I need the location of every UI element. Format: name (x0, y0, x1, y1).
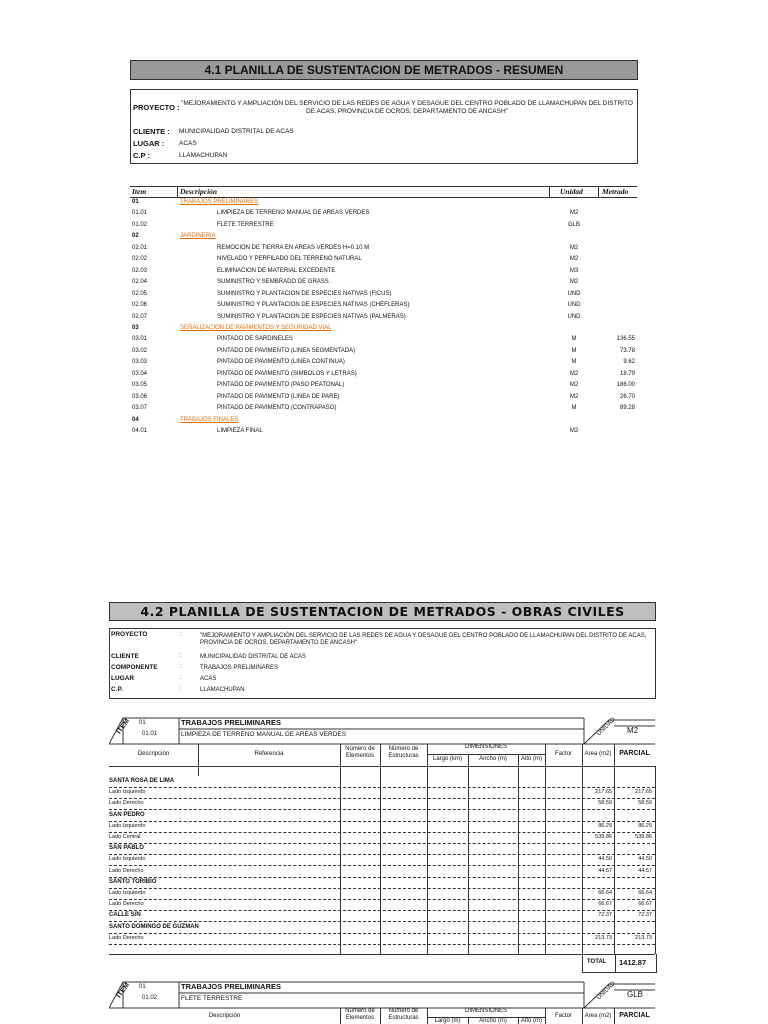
location-row (109, 776, 655, 788)
resumen-group-row (130, 231, 637, 242)
row-metrado: 89.28 (619, 405, 635, 412)
cp-label-2: C.P. (111, 686, 123, 693)
row-description: SUMINISTRO Y PLANTACION DE ESPECIES NATIVAS (PALMERAS) (217, 313, 406, 320)
parcial-value: 539.86 (635, 834, 652, 840)
metrado-block-01-01 (109, 716, 655, 972)
row-item: 01.02 (132, 221, 148, 228)
parcial-value: 44.50 (638, 856, 652, 863)
proyecto-label-2: PROYECTO (111, 631, 148, 638)
row-unit: UND (567, 313, 581, 320)
row-unit: M2 (569, 370, 579, 377)
location-row (109, 877, 655, 889)
row-description: JARDINERIA (180, 233, 216, 240)
area-value: 44.57 (598, 867, 612, 874)
row-metrado: 136.55 (616, 336, 635, 343)
col2-largo: Largo (m) (434, 1018, 461, 1024)
header-metrado: Metrado (602, 187, 629, 196)
location-name: SAN PABLO (109, 845, 144, 852)
row-item: 02.02 (132, 256, 148, 263)
row-description: SEÑALIZACION DE PAVIMENTOS Y SEGURIDAD VIAL (180, 324, 332, 331)
obras-info-box: PROYECTO : "MEJORAMIENTO Y AMPLIACIÓN DEL SERVICIO DE LAS REDES DE AGUA Y DESAGUE DEL CENTRO POBLADO DE LLAMACHUPAN DEL DISTRITO DE ACAS, PROVINCIA DE OCROS, DEPARTAMENTO DE ANCASH" CLIENTE : MUNICIPALIDAD DISTRITAL DE ACAS COMPONENTE : TRABAJOS PRELIMINARES LUGAR : ACAS C.P. : LLAMACHUPAN (109, 628, 656, 699)
row-unit: M2 (569, 244, 579, 251)
code-item-2: 01.02 (142, 995, 158, 1001)
parcial-value: 213.73 (635, 934, 652, 941)
parcial-value: 86.29 (638, 822, 652, 829)
side-description: Lado Derecho (109, 867, 144, 874)
side-description: Lado Derecho (109, 800, 144, 807)
parcial-value: 44.57 (638, 867, 652, 874)
partida-name: LIMPIEZA DE TERRENO MANUAL DE AREAS VERDES (181, 731, 347, 738)
resumen-item-row (130, 346, 637, 357)
area-value: 66.64 (598, 890, 612, 896)
cliente-label: CLIENTE : (133, 127, 170, 136)
row-metrado: 186.00 (616, 382, 635, 389)
row-metrado: 73.78 (619, 347, 635, 354)
row-unit: GLB (567, 221, 580, 228)
row-item: 03.04 (132, 370, 148, 377)
col-alto: Alto (m) (521, 756, 542, 762)
side-description: Lado Central (109, 834, 141, 840)
measurement-row (109, 832, 655, 844)
resumen-item-row (130, 426, 637, 437)
lugar-label: LUGAR : (133, 139, 165, 148)
project-info-box (130, 89, 638, 164)
section-title-obras-civiles: 4.2 PLANILLA DE SUSTENTACION DE METRADOS - OBRAS CIVILES (109, 602, 656, 621)
row-unit: M2 (569, 382, 579, 389)
code-item: 01.01 (142, 731, 158, 737)
col2-descripcion: Descripción (208, 1013, 241, 1019)
resumen-item-row (130, 312, 637, 323)
cliente-value: MUNICIPALIDAD DISTRITAL DE ACAS (179, 128, 294, 135)
resumen-item-row (130, 380, 637, 391)
partida-name-2: FLETE TERRESTRE (181, 995, 243, 1002)
row-item: 03.07 (132, 405, 148, 412)
row-description: PINTADO DE PAVIMENTO (PASO PEATONAL) (217, 382, 345, 389)
area-value: 44.50 (598, 856, 612, 863)
row-metrado: 26.70 (619, 393, 635, 400)
row-item: 03.06 (132, 393, 148, 400)
row-item: 03.02 (132, 347, 148, 354)
row-unit: M3 (569, 267, 579, 274)
resumen-item-row (130, 243, 637, 254)
measurement-row (109, 787, 655, 799)
resumen-group-row (130, 415, 637, 426)
cliente-label-2: CLIENTE (111, 653, 139, 660)
col-factor: Factor (554, 751, 572, 757)
resumen-item-row (130, 289, 637, 300)
col-num-estructuras: Número de Estructuras (388, 746, 419, 759)
row-item: 02.06 (132, 302, 148, 309)
total-box (582, 954, 657, 973)
col2-area: Area (m2) (584, 1013, 612, 1019)
row-description: TRABAJOS PRELIMINARES (180, 199, 259, 205)
col2-factor: Factor (554, 1013, 572, 1019)
group-name-2: TRABAJOS PRELIMINARES (181, 982, 282, 991)
measurement-row (109, 888, 655, 900)
block-body (109, 766, 655, 955)
side-description: Lado Izquierdo (109, 856, 146, 863)
row-description: SUMINISTRO Y SEMBRADO DE GRASS (217, 279, 329, 286)
row-description: REMOCION DE TIERRA EN AREAS VERDES H=0.10 M (217, 244, 370, 251)
parcial-value: 58.59 (638, 800, 652, 807)
resumen-item-row (130, 357, 637, 368)
cp-value-2: LLAMACHUPAN (200, 687, 245, 693)
row-unit: M (571, 359, 577, 366)
measurement-row (109, 854, 655, 866)
row-item: 04 (132, 416, 139, 423)
measurement-row (109, 821, 655, 833)
side-description: Lado Derecho (109, 901, 144, 908)
area-value: 66.67 (598, 901, 612, 908)
row-description: PINTADO DE PAVIMENTO (LINEA SEGMENTADA) (217, 347, 356, 354)
code-group-2: 01 (139, 984, 146, 990)
row-item: 02.07 (132, 313, 148, 320)
code-group: 01 (139, 720, 146, 726)
col2-parcial: PARCIAL (619, 1012, 650, 1019)
resumen-group-row (130, 197, 637, 208)
row-metrado: 9.62 (623, 359, 635, 366)
resumen-item-row (130, 334, 637, 345)
col-largo: Largo (km) (432, 756, 462, 762)
row-unit: M2 (569, 256, 579, 263)
area-value: 217.65 (595, 789, 612, 796)
side-description: Lado Derecho (109, 934, 144, 941)
item-tag-2: ITEM (115, 981, 132, 1000)
measurement-row (109, 933, 655, 945)
row-item: 02.03 (132, 267, 148, 274)
metrado-block-01-02 (109, 980, 655, 1024)
unidad-tag-2: UNIDAD (596, 980, 617, 1002)
proyecto-value-2: "MEJORAMIENTO Y AMPLIACIÓN DEL SERVICIO DE LAS REDES DE AGUA Y DESAGUE DEL CENTRO POBLADO DE LLAMACHUPAN DEL DISTRITO DE ACAS, PROVINCIA DE OCROS, DEPARTAMENTO DE ANCASH" (200, 633, 647, 646)
row-unit: M (571, 347, 577, 354)
location-row (109, 922, 655, 934)
column-header (109, 744, 655, 767)
lugar-label-2: LUGAR (111, 675, 135, 682)
row-description: TRABAJOS FINALES (180, 416, 239, 423)
header-item: Item (132, 187, 147, 196)
side-description: Lado Izquierdo (109, 822, 146, 829)
area-value: 86.29 (598, 822, 612, 829)
resumen-item-row (130, 392, 637, 403)
col2-ancho: Ancho (m) (479, 1018, 507, 1024)
location-row (109, 910, 655, 922)
row-item: 03.01 (132, 336, 148, 343)
col-descripcion: Descripción (137, 751, 170, 757)
area-value: 539.86 (595, 834, 612, 840)
cliente-value-2: MUNICIPALIDAD DISTRITAL DE ACAS (200, 654, 306, 660)
column-header-2 (109, 1008, 655, 1024)
row-description: PINTADO DE PAVIMENTO (SIMBOLOS Y LETRAS) (217, 370, 357, 377)
row-unit: M (571, 405, 577, 412)
row-unit: UND (567, 302, 581, 309)
location-row (109, 810, 655, 822)
row-item: 01.01 (132, 210, 148, 217)
resumen-item-row (130, 369, 637, 380)
area-value: 72.37 (598, 912, 612, 919)
componente-label: COMPONENTE (111, 664, 158, 671)
col-num-elementos: Número de Elementos (345, 746, 375, 759)
header-unidad: Unidad (560, 187, 583, 196)
resumen-group-row (130, 323, 637, 334)
row-description: SUMINISTRO Y PLANTACION DE ESPECIES NATIVAS (CHEFLERAS) (217, 302, 410, 309)
cp-label: C.P : (133, 151, 150, 160)
side-description: Lado Izquierdo (109, 890, 146, 896)
resumen-item-row (130, 208, 637, 219)
section-title-resumen: 4.1 PLANILLA DE SUSTENTACION DE METRADOS - RESUMEN (130, 60, 638, 80)
location-row (109, 843, 655, 855)
row-item: 02.05 (132, 290, 148, 297)
row-description: LIMPIEZA DE TERRENO MANUAL DE AREAS VERDES (217, 210, 370, 217)
row-unit: M2 (569, 279, 579, 286)
col-area: Area (m2) (584, 751, 612, 757)
row-item: 02 (132, 233, 139, 240)
row-item: 02.01 (132, 244, 148, 251)
resumen-item-row (130, 254, 637, 265)
lugar-value-2: ACAS (200, 676, 217, 682)
area-value: 58.59 (598, 800, 612, 807)
item-tag: ITEM (115, 717, 132, 736)
resumen-item-row (130, 220, 637, 231)
total-label: TOTAL (587, 959, 607, 965)
unit-value-2: GLB (627, 990, 644, 999)
row-description: NIVELADO Y PERFILADO DEL TERRENO NATURAL (217, 256, 362, 263)
col2-dimensiones: DIMENSIONES (464, 1008, 507, 1014)
resumen-item-row (130, 300, 637, 311)
row-item: 04.01 (132, 428, 148, 434)
measurement-row (109, 899, 655, 911)
parcial-value: 66.67 (638, 901, 652, 908)
col2-num-estructuras: Número de Estructuras (388, 1008, 419, 1021)
row-unit: M2 (569, 210, 579, 217)
lugar-value: ACAS (179, 140, 197, 147)
location-name: SANTO TORIBIO (109, 878, 157, 885)
location-name: SANTA ROSA DE LIMA (109, 778, 175, 784)
location-name: SAN PEDRO (109, 811, 145, 818)
row-unit: M (571, 336, 577, 343)
resumen-item-row (130, 277, 637, 288)
row-description: PINTADO DE PAVIMENTO (LINEA CONTINUA) (217, 359, 345, 366)
row-description: ELIMINACION DE MATERIAL EXCEDENTE (217, 267, 336, 274)
col-dimensiones: DIMENSIONES (464, 744, 507, 750)
row-item: 01 (132, 199, 139, 205)
parcial-value: 66.64 (638, 890, 652, 896)
col2-alto: Alto (m) (521, 1018, 542, 1024)
area-value: 213.73 (595, 934, 612, 941)
row-description: LIMPIEZA FINAL (217, 428, 263, 434)
row-metrado: 18.79 (619, 370, 635, 377)
cp-value: LLAMACHUPAN (179, 152, 228, 159)
row-unit: M2 (569, 393, 579, 400)
location-name: SANTO DOMINGO DE GUZMAN (109, 923, 199, 930)
measurement-row (109, 798, 655, 810)
row-item: 03.03 (132, 359, 148, 366)
row-description: PINTADO DE PAVIMENTO (CONTRAPASO) (217, 405, 337, 412)
col-ancho: Ancho (m) (479, 756, 507, 762)
parcial-value: 72.37 (638, 912, 652, 919)
unidad-tag: UNIDAD (596, 716, 617, 738)
row-description: PINTADO DE SARDINELES (217, 336, 293, 343)
location-name: CALLE S/N (109, 912, 141, 919)
side-description: Lado Izquierdo (109, 789, 146, 796)
row-item: 02.04 (132, 279, 148, 286)
parcial-value: 217.65 (635, 789, 652, 796)
resumen-item-row (130, 266, 637, 277)
col-parcial: PARCIAL (619, 750, 650, 757)
header-descripcion: Descripción (180, 187, 218, 196)
group-name: TRABAJOS PRELIMINARES (181, 718, 282, 727)
componente-value: TRABAJOS PRELIMINARES (200, 665, 279, 671)
proyecto-value: "MEJORAMIENTO Y AMPLIACIÓN DEL SERVICIO DE LAS REDES DE AGUA Y DESAGUE DEL CENTRO POBLADO DE LLAMACHUPAN DEL DISTRITO DE ACAS, PROVINCIA DE OCROS, DEPARTAMENTO DE ANCASH" (181, 100, 633, 115)
row-item: 03 (132, 324, 139, 331)
resumen-item-row (130, 403, 637, 414)
total-value: 1412.87 (619, 958, 647, 967)
row-unit: UND (567, 290, 581, 297)
proyecto-label: PROYECTO : (133, 103, 180, 112)
row-unit: M2 (569, 428, 579, 434)
row-description: PINTADO DE PAVIMENTO (LINEA DE PARE) (217, 393, 340, 400)
row-description: FLETE TERRESTRE (217, 221, 274, 228)
col2-num-elementos: Número de Elementos (345, 1008, 375, 1021)
row-item: 03.05 (132, 382, 148, 389)
unit-value: M2 (627, 726, 639, 735)
col-referencia: Referencia (254, 751, 284, 757)
row-description: SUMINISTRO Y PLANTACION DE ESPECIES NATIVAS (FICUS) (217, 290, 392, 297)
measurement-row (109, 866, 655, 878)
